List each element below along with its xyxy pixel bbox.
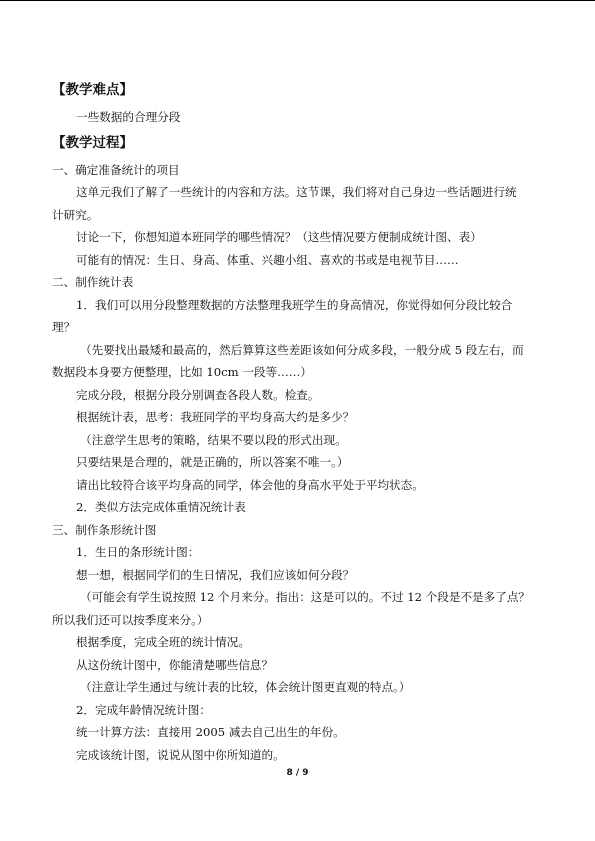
paragraph-line: （注意学生思考的策略，结果不要以段的形式出现。 xyxy=(80,432,347,447)
paragraph-line: 1．生日的条形统计图： xyxy=(76,545,200,559)
paragraph-line: 统一计算方法：直接用 2005 减去自己出生的年份。 xyxy=(76,725,345,739)
paragraph-line: 想一想，根据同学们的生日情况，我们应该如何分段？ xyxy=(76,567,355,582)
paragraph-line: 从这份统计图中，你能清楚哪些信息？ xyxy=(76,657,274,672)
paragraph-line: 根据季度，完成全班的统计情况。 xyxy=(76,635,250,649)
document-body xyxy=(52,80,557,766)
paragraph-line: 讨论一下，你想知道本班同学的哪些情况？（这些情况要方便制成统计图、表） xyxy=(76,230,482,244)
paragraph-line: 2．完成年龄情况统计图： xyxy=(76,702,211,717)
paragraph-line: 根据统计表，思考：我班同学的平均身高大约是多少？ xyxy=(76,410,355,424)
section-title-3: 三、制作条形统计图 xyxy=(52,522,157,537)
paragraph-line: 请出比较符合该平均身高的同学，体会他的身高水平处于平均状态。 xyxy=(76,477,424,492)
paragraph-line: （先要找出最矮和最高的，然后算算这些差距该如何分成多段，一般分成 5 段左右，而 xyxy=(80,342,524,357)
page-number: 8 / 9 xyxy=(286,768,309,778)
section-title-2: 二、制作统计表 xyxy=(52,275,134,289)
paragraph-line: （注意让学生通过与统计表的比较，体会统计图更直观的特点。） xyxy=(80,680,411,694)
page-top-border xyxy=(0,0,595,1)
paragraph-line: 完成分段，根据分段分别调查各段人数。检查。 xyxy=(76,387,320,402)
paragraph-line: （可能会有学生说按照 12 个月来分。指出：这是可以的。不过 12 个段是不是多了点？ xyxy=(80,590,531,604)
paragraph-line: 可能有的情况：生日、身高、体重、兴趣小组、喜欢的书或是电视节目…… xyxy=(76,252,459,267)
heading-teaching-difficulty: 【教学难点】 xyxy=(52,82,133,98)
paragraph-line: 1．我们可以用分段整理数据的方法整理我班学生的身高情况，你觉得如何分段比较合 xyxy=(76,297,513,312)
difficulty-text: 一些数据的合理分段 xyxy=(76,110,181,124)
paragraph-line: 所以我们还可以按季度来分。） xyxy=(52,612,209,627)
paragraph-line: 数据段本身要方便整理，比如 10cm 一段等……） xyxy=(52,365,312,379)
paragraph-line: 计研究。 xyxy=(52,207,99,222)
section-title-1: 一、确定准备统计的项目 xyxy=(52,162,180,177)
paragraph-line: 只要结果是合理的，就是正确的，所以答案不唯一。） xyxy=(76,455,349,469)
paragraph-line: 这单元我们了解了一些统计的内容和方法。这节课，我们将对自己身边一些话题进行统 xyxy=(76,185,517,199)
paragraph-line: 理？ xyxy=(52,320,76,334)
heading-teaching-process: 【教学过程】 xyxy=(52,134,133,151)
paragraph-line: 完成该统计图，说说从图中你所知道的。 xyxy=(76,747,285,762)
paragraph-line: 2．类似方法完成体重情况统计表 xyxy=(76,500,246,514)
